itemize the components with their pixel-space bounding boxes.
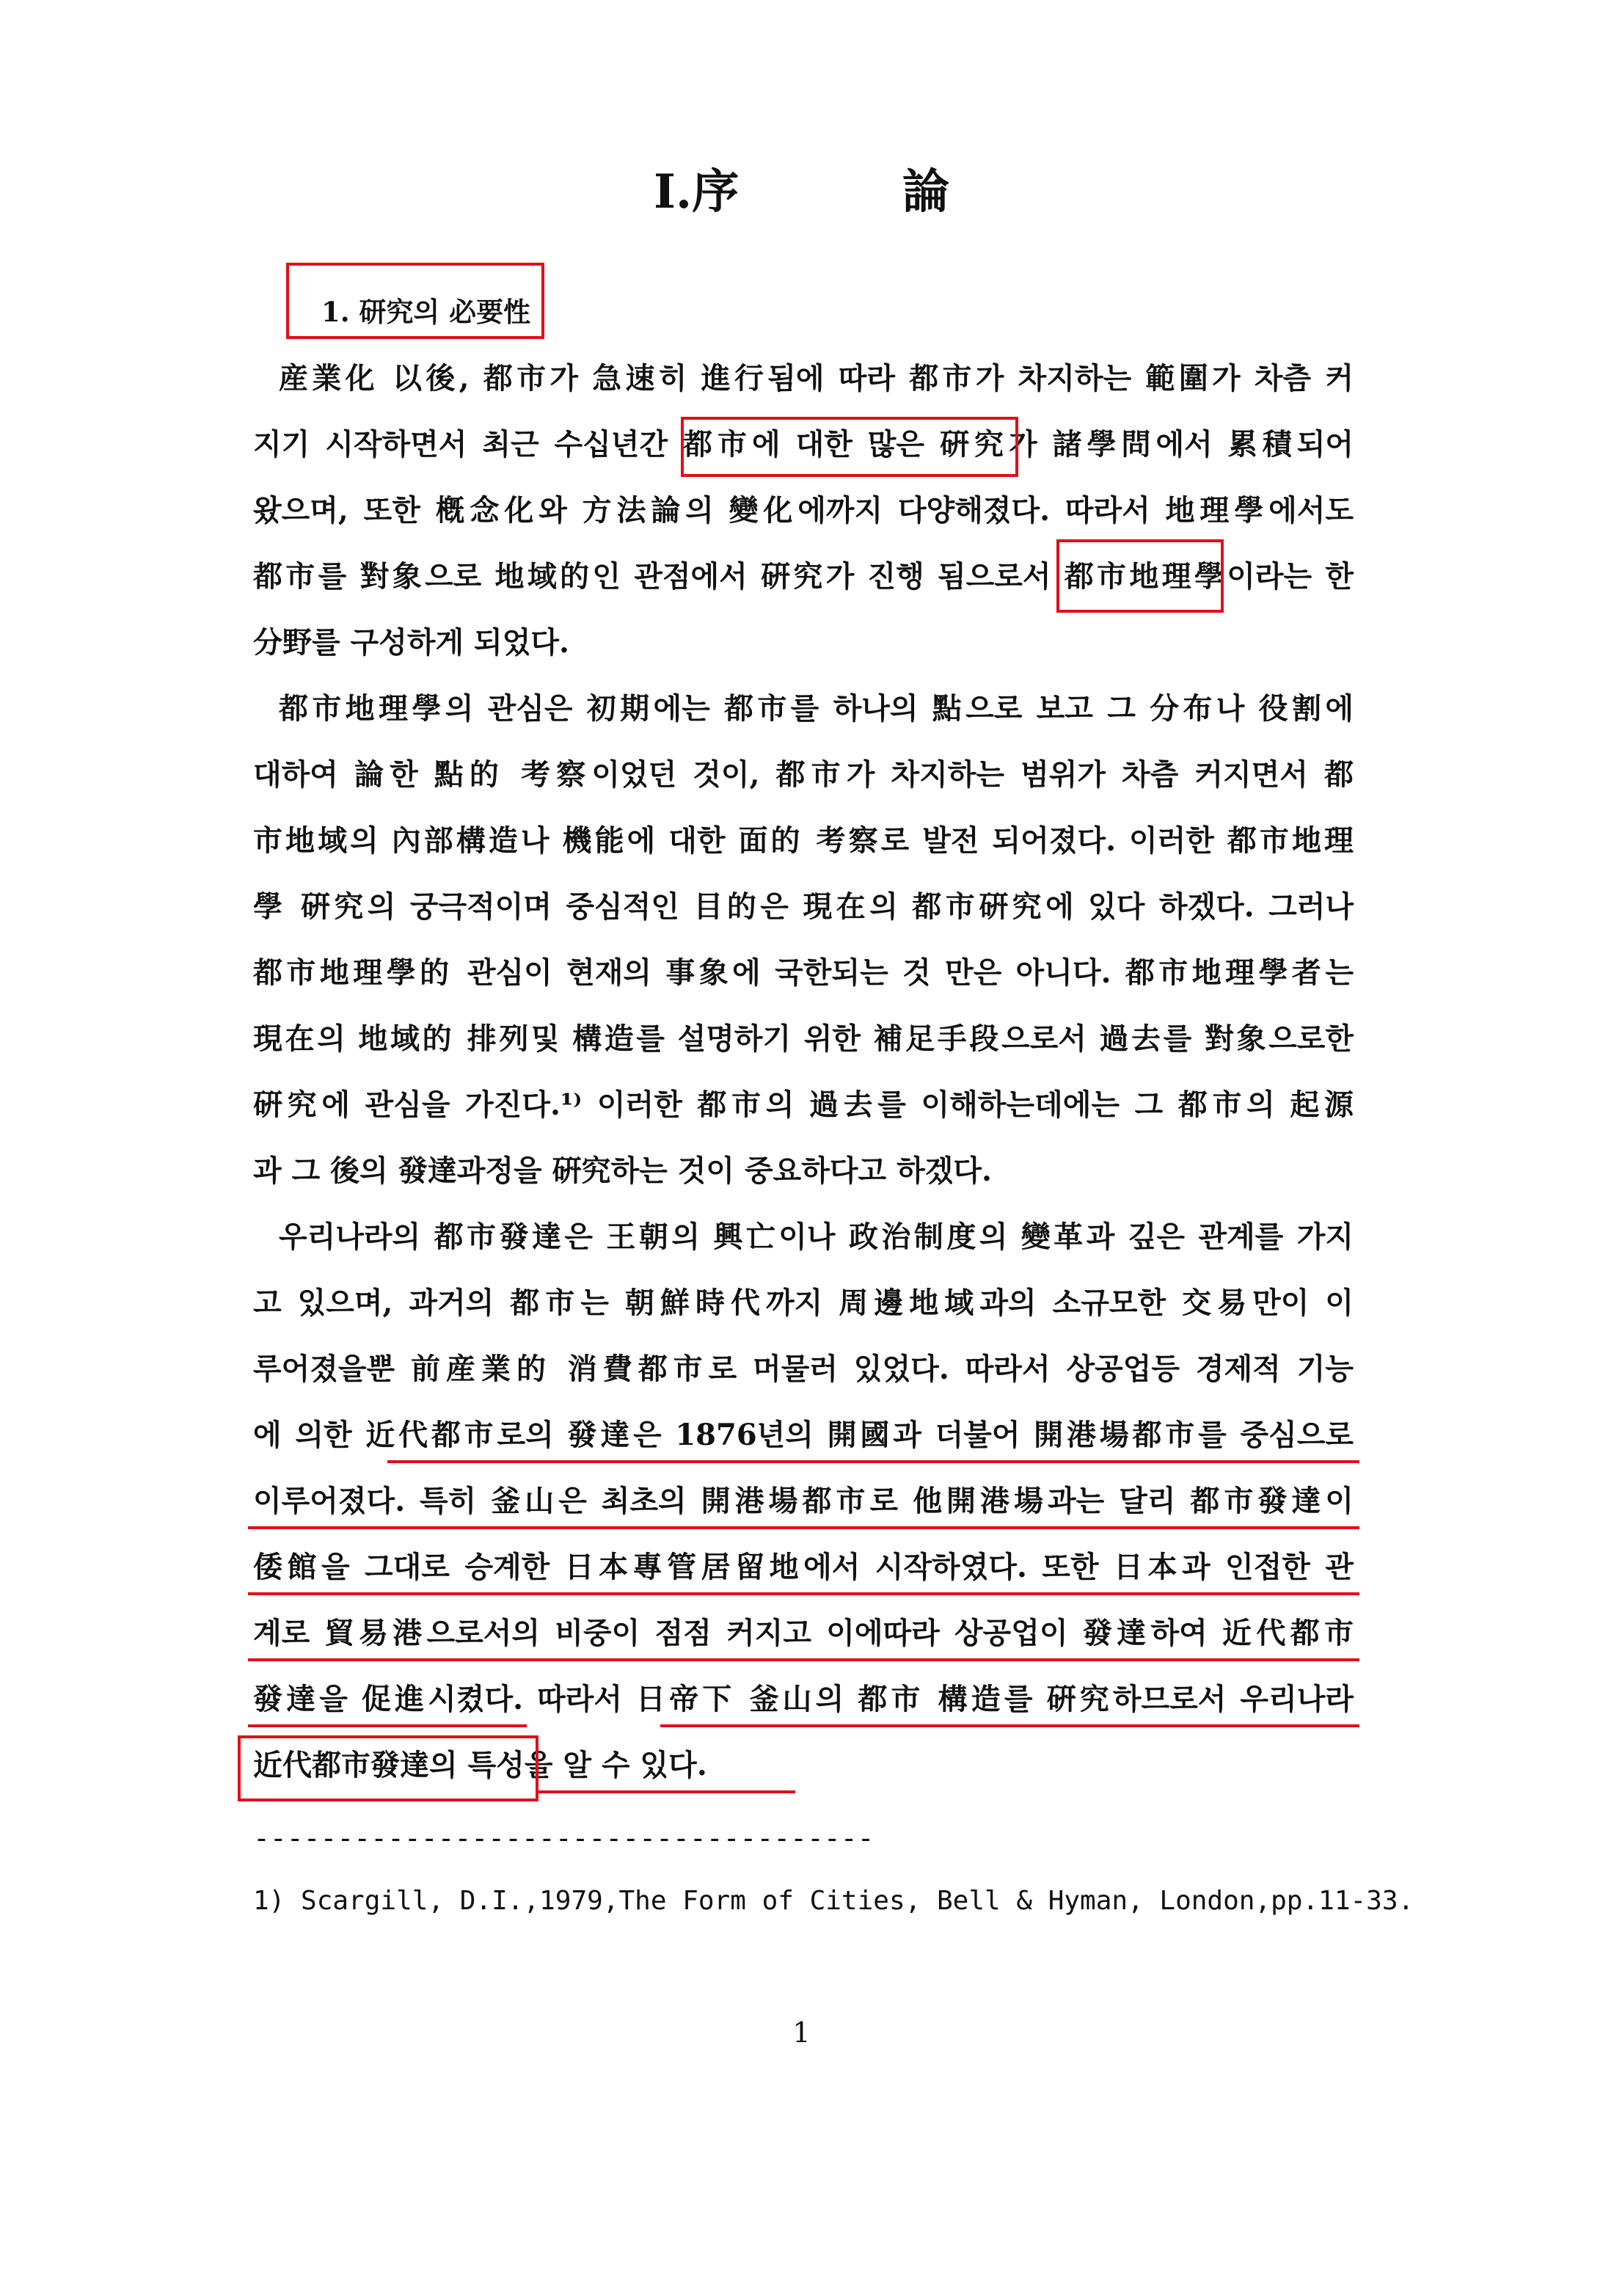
- paragraph-2-line-1: 都市地理學의 관심은 初期에는 都市를 하나의 點으로 보고 그 分布나 役割에: [279, 691, 1354, 726]
- annotation-underline-6: [538, 1790, 795, 1793]
- paragraph-1-line-3: 왔으며, 또한 槪念化와 方法論의 變化에까지 다양해졌다. 따라서 地理學에서도: [253, 493, 1354, 528]
- footnote-1: 1) Scargill, D.I.,1979,The Form of Cities, Bell & Hyman, London,pp.11-33.: [253, 1886, 1414, 1916]
- annotation-underline-1: [387, 1460, 1359, 1463]
- paragraph-3-line-5: 이루어졌다. 특히 釜山은 최초의 開港場都市로 他開港場과는 달리 都市發達이: [253, 1484, 1354, 1518]
- annotation-box-urban-geography: [1056, 539, 1224, 613]
- annotation-underline-4: [248, 1658, 1359, 1661]
- paragraph-2-line-2: 대하여 論한 點的 考察이었던 것이, 都市가 차지하는 범위가 차츰 커지면서 都: [253, 757, 1354, 792]
- paragraph-3-line-9: 近代都市發達의 특성을 알 수 있다.: [253, 1748, 707, 1782]
- paragraph-2-line-7: 硏究에 관심을 가진다.¹⁾ 이러한 都市의 過去를 이해하는데에는 그 都市의 起源: [253, 1087, 1354, 1122]
- annotation-underline-2: [248, 1526, 1359, 1529]
- chapter-title: I.序 論: [653, 164, 950, 219]
- paragraph-1-line-5: 分野를 구성하게 되었다.: [253, 625, 569, 660]
- section-heading: 1. 研究의 必要性: [321, 296, 531, 328]
- annotation-underline-5b: [660, 1724, 1359, 1727]
- paragraph-2-line-3: 市地域의 內部構造나 機能에 대한 面的 考察로 발전 되어졌다. 이러한 都市地理: [253, 823, 1354, 858]
- annotation-underline-3: [248, 1592, 1359, 1595]
- paragraph-2-line-8: 과 그 後의 發達과정을 硏究하는 것이 중요하다고 하겠다.: [253, 1154, 992, 1188]
- annotation-box-urban-research: [681, 417, 1018, 477]
- footnote-separator: -------------------------------------: [253, 1822, 874, 1854]
- annotation-box-section-heading: [286, 263, 544, 339]
- paragraph-1-line-1: 産業化 以後, 都市가 急速히 進行됨에 따라 都市가 차지하는 範圍가 차츰 커: [279, 361, 1354, 396]
- annotation-box-modern-urban-development: [238, 1735, 538, 1801]
- paragraph-3-line-8: 發達을 促進시켰다. 따라서 日帝下 釜山의 都市 構造를 硏究하므로서 우리나라: [253, 1682, 1354, 1716]
- paragraph-1-line-4: 都市를 對象으로 地域的인 관점에서 硏究가 진행 됨으로서 都市地理學이라는 한: [253, 559, 1354, 594]
- paragraph-3-line-4: 에 의한 近代都市로의 發達은 1876년의 開國과 더불어 開港場都市를 중심으로: [253, 1418, 1354, 1452]
- paragraph-2-line-5: 都市地理學的 관심이 현재의 事象에 국한되는 것 만은 아니다. 都市地理學者는: [253, 955, 1354, 990]
- paragraph-3-line-1: 우리나라의 都市發達은 王朝의 興亡이나 政治制度의 變革과 깊은 관계를 가지: [279, 1220, 1354, 1254]
- annotation-underline-5a: [248, 1724, 527, 1727]
- paragraph-3-line-3: 루어졌을뿐 前産業的 消費都市로 머물러 있었다. 따라서 상공업등 경제적 기능: [253, 1352, 1354, 1386]
- paragraph-3-line-6: 倭館을 그대로 승계한 日本專管居留地에서 시작하였다. 또한 日本과 인접한 관: [253, 1550, 1354, 1584]
- paragraph-2-line-6: 現在의 地域的 排列및 構造를 설명하기 위한 補足手段으로서 過去를 對象으로한: [253, 1021, 1354, 1056]
- paragraph-3-line-7: 계로 貿易港으로서의 비중이 점점 커지고 이에따라 상공업이 發達하여 近代都市: [253, 1616, 1354, 1650]
- paragraph-3-line-2: 고 있으며, 과거의 都市는 朝鮮時代까지 周邊地域과의 소규모한 交易만이 이: [253, 1286, 1354, 1320]
- paragraph-2-line-4: 學 硏究의 궁극적이며 중심적인 目的은 現在의 都市硏究에 있다 하겠다. 그러나: [253, 889, 1354, 924]
- paragraph-1-line-2: 지기 시작하면서 최근 수십년간 都市에 대한 많은 硏究가 諸學問에서 累積되어: [253, 427, 1354, 462]
- page-number: 1: [792, 2016, 811, 2049]
